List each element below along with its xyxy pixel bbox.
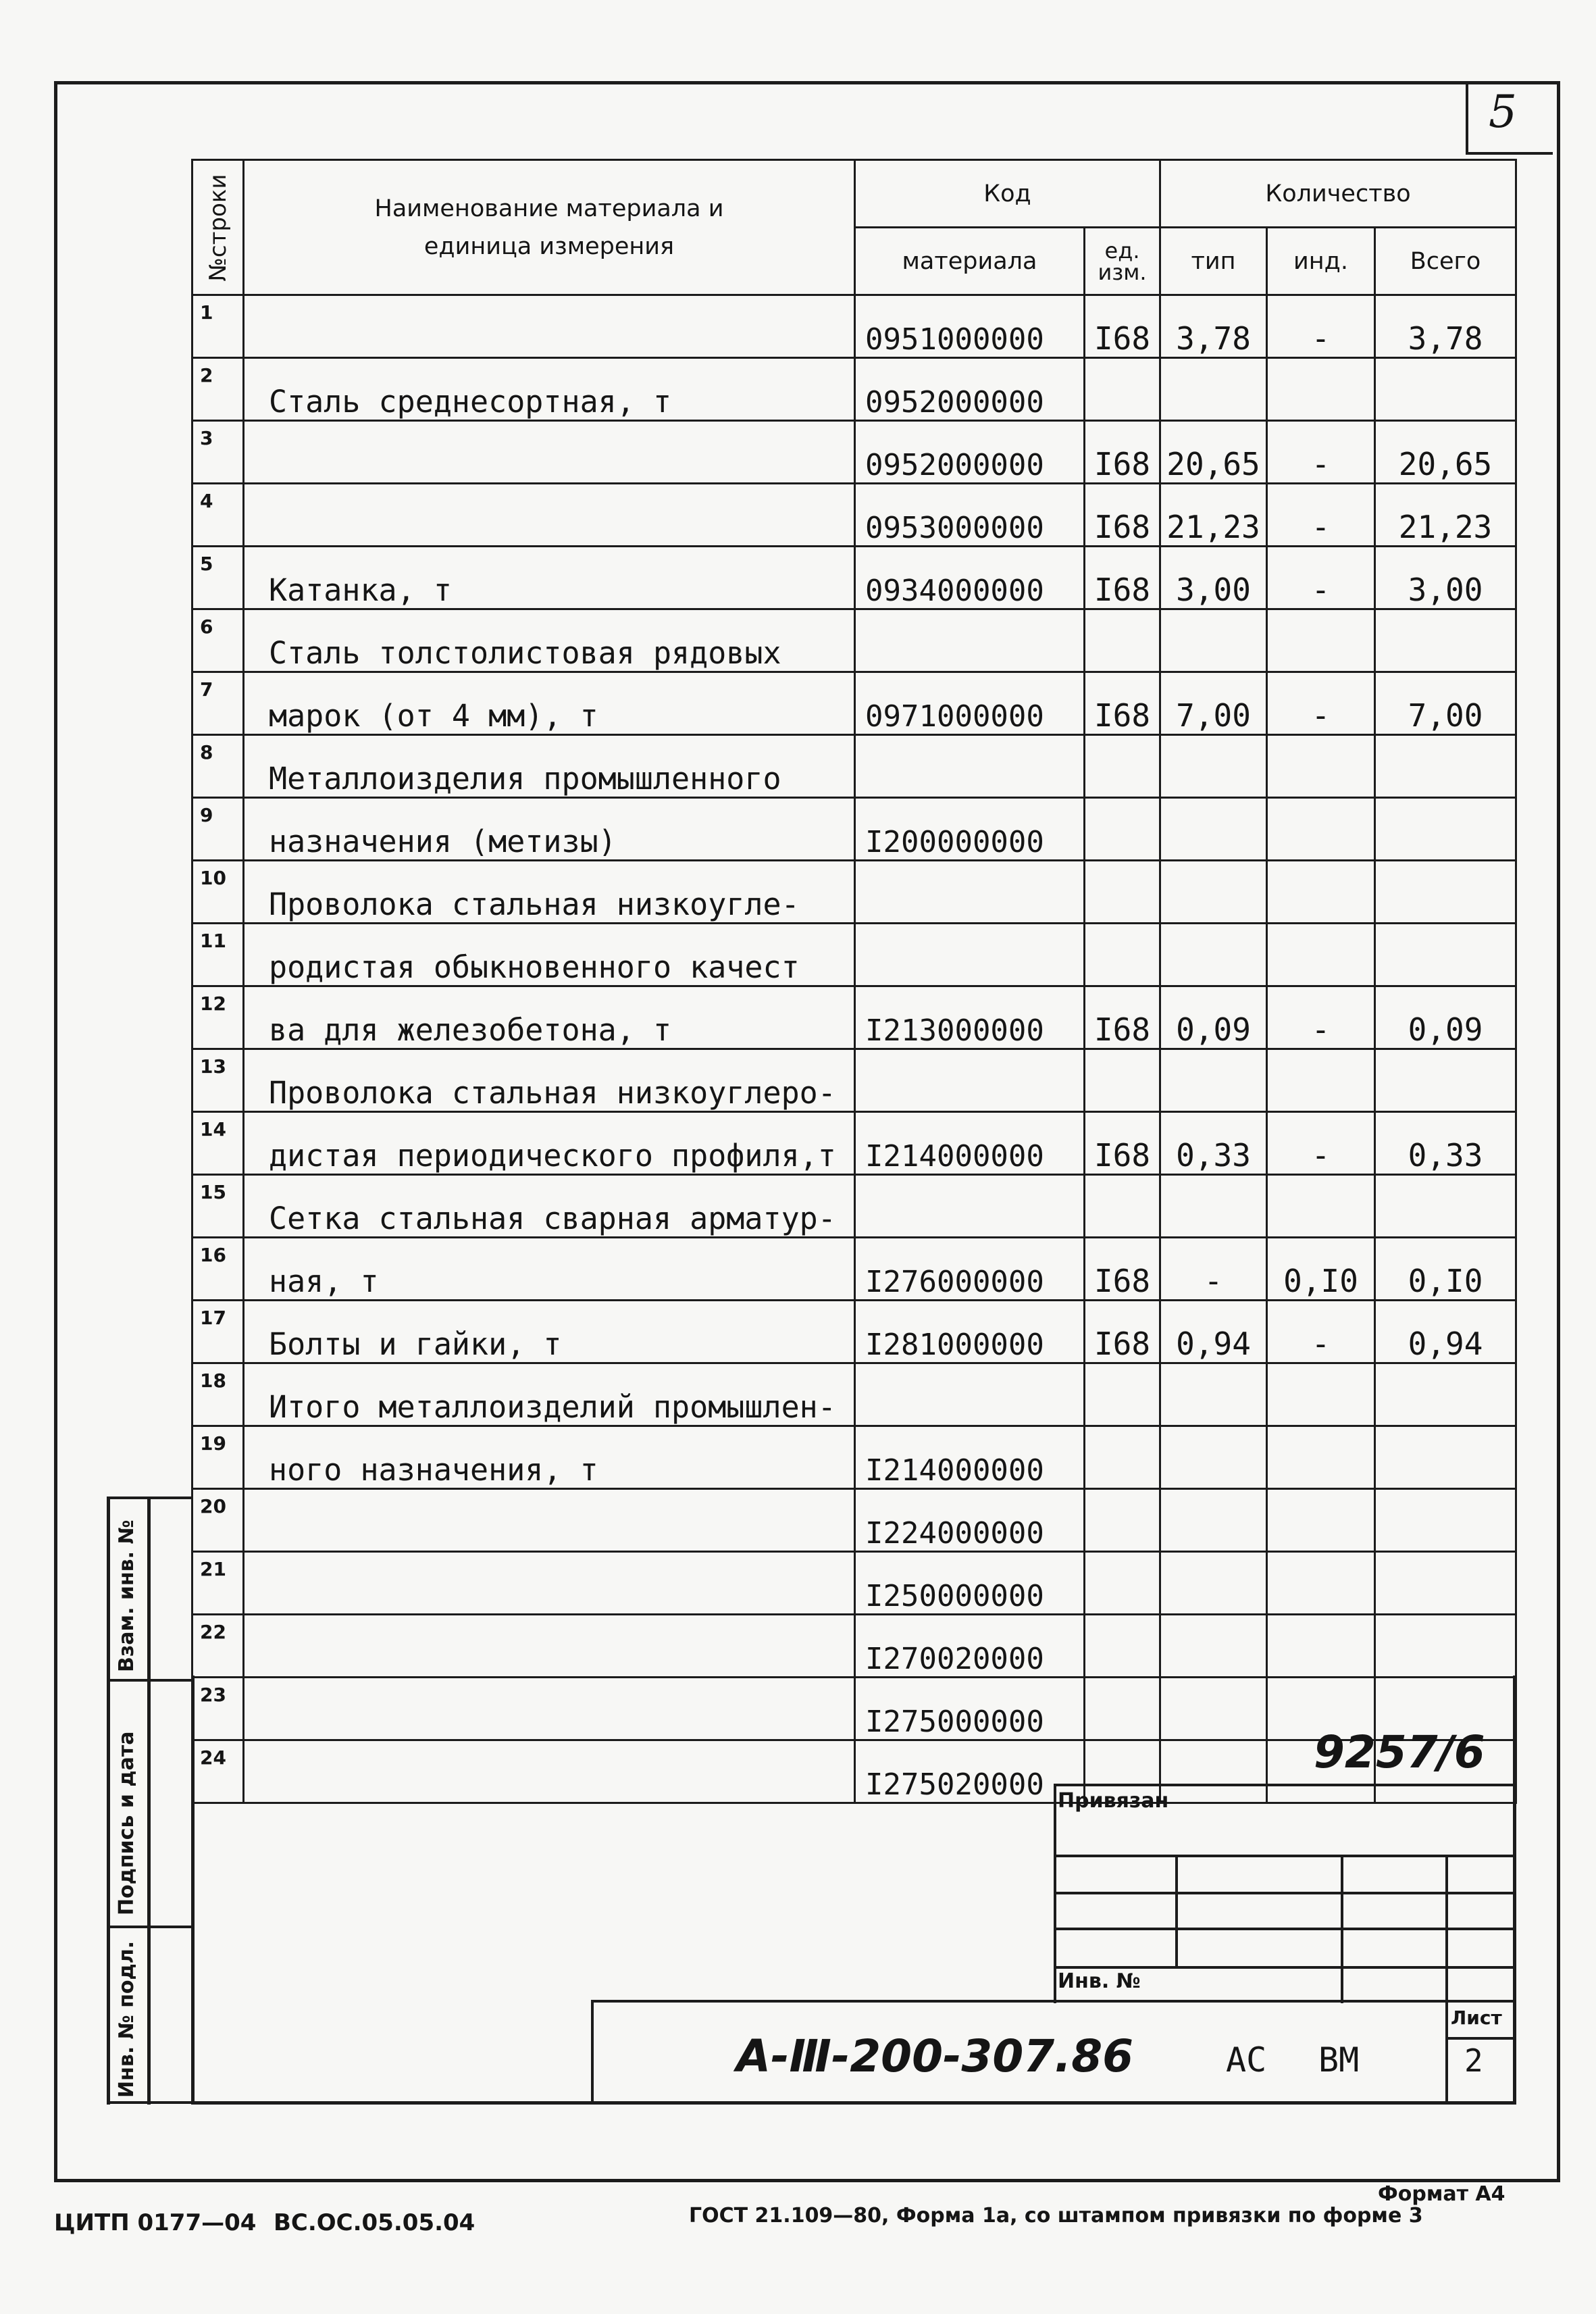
cell-typ xyxy=(1160,924,1267,986)
ind-header: инд. xyxy=(1267,228,1375,295)
cell-unit xyxy=(1085,1615,1160,1678)
unit-header: ед. изм. xyxy=(1085,228,1160,295)
cell-total: 0,33 xyxy=(1375,1112,1516,1175)
cell-name xyxy=(244,1740,855,1803)
table-row xyxy=(192,798,1516,861)
cell-ind: - xyxy=(1267,986,1375,1049)
cell-unit xyxy=(1085,1049,1160,1112)
cell-ind xyxy=(1267,609,1375,672)
cell-typ xyxy=(1160,1615,1267,1678)
title-line xyxy=(1054,1784,1513,1786)
vzam-label: Взам. инв. № xyxy=(115,1519,138,1672)
cell-n: 23 xyxy=(192,1678,244,1740)
cell-unit xyxy=(1085,358,1160,421)
side-stamp-border xyxy=(107,1496,110,2105)
cell-code: 0934000000 xyxy=(855,547,1085,609)
cell-n: 8 xyxy=(192,735,244,798)
cell-n: 1 xyxy=(192,295,244,358)
cell-code: 0971000000 xyxy=(855,672,1085,735)
table-row xyxy=(192,672,1516,735)
cell-code xyxy=(855,735,1085,798)
cell-n: 3 xyxy=(192,421,244,484)
typ-header: тип xyxy=(1160,228,1267,295)
title-line xyxy=(1054,1928,1513,1930)
cell-n: 24 xyxy=(192,1740,244,1803)
cell-code: I281000000 xyxy=(855,1301,1085,1363)
cell-typ: 3,00 xyxy=(1160,547,1267,609)
cell-total: 21,23 xyxy=(1375,484,1516,547)
cell-typ xyxy=(1160,1489,1267,1552)
cell-name: Сетка стальная сварная арматур- xyxy=(244,1175,855,1238)
title-line xyxy=(1054,1966,1513,1969)
name-header: Наименование материала и единица измерения xyxy=(244,160,855,295)
footer-gost: ГОСТ 21.109—80, Форма 1а, со штампом привязки по форме 3 xyxy=(689,2204,1423,2228)
cell-unit xyxy=(1085,1363,1160,1426)
cell-typ xyxy=(1160,1363,1267,1426)
footer-left: ЦИТП 0177—04 xyxy=(54,2209,257,2236)
sheet-number-box xyxy=(1466,84,1553,155)
cell-name: ва для железобетона, т xyxy=(244,986,855,1049)
materials-table xyxy=(191,159,1517,1804)
cell-typ xyxy=(1160,861,1267,924)
cell-typ: - xyxy=(1160,1238,1267,1301)
cell-name: ного назначения, т xyxy=(244,1426,855,1489)
table-row xyxy=(192,1552,1516,1615)
cell-code xyxy=(855,924,1085,986)
cell-total xyxy=(1375,1049,1516,1112)
cell-total: 3,00 xyxy=(1375,547,1516,609)
cell-total xyxy=(1375,609,1516,672)
cell-ind xyxy=(1267,924,1375,986)
quantity-header: Количество xyxy=(1160,160,1516,228)
material-code-header: материала xyxy=(855,228,1085,295)
cell-code: I200000000 xyxy=(855,798,1085,861)
cell-code: I224000000 xyxy=(855,1489,1085,1552)
cell-total xyxy=(1375,1615,1516,1678)
inv-no-label: Инв. № xyxy=(1058,1969,1141,1993)
cell-name: Сталь толстолистовая рядовых xyxy=(244,609,855,672)
ac-mark: АС xyxy=(1226,2040,1267,2080)
table-row xyxy=(192,861,1516,924)
cell-n: 21 xyxy=(192,1552,244,1615)
table-row xyxy=(192,1363,1516,1426)
cell-n: 17 xyxy=(192,1301,244,1363)
cell-unit: I68 xyxy=(1085,295,1160,358)
cell-typ: 20,65 xyxy=(1160,421,1267,484)
cell-n: 4 xyxy=(192,484,244,547)
table-row xyxy=(192,735,1516,798)
cell-name xyxy=(244,421,855,484)
table-row xyxy=(192,924,1516,986)
cell-n: 7 xyxy=(192,672,244,735)
table-row xyxy=(192,609,1516,672)
list-label: Лист xyxy=(1451,2007,1502,2029)
side-stamp-border xyxy=(147,1496,151,2105)
frame-left-line xyxy=(191,1676,195,2105)
cell-total xyxy=(1375,1489,1516,1552)
title-line xyxy=(1445,2037,1513,2040)
list-value: 2 xyxy=(1464,2042,1483,2079)
cell-ind xyxy=(1267,1615,1375,1678)
cell-ind xyxy=(1267,798,1375,861)
cell-code: I250000000 xyxy=(855,1552,1085,1615)
cell-name xyxy=(244,1678,855,1740)
side-stamp-divider xyxy=(107,2101,193,2104)
cell-code: I214000000 xyxy=(855,1426,1085,1489)
cell-name xyxy=(244,1615,855,1678)
cell-unit xyxy=(1085,1175,1160,1238)
cell-total xyxy=(1375,358,1516,421)
table-row xyxy=(192,421,1516,484)
cell-name: марок (от 4 мм), т xyxy=(244,672,855,735)
cell-typ xyxy=(1160,1678,1267,1740)
cell-unit xyxy=(1085,798,1160,861)
cell-name: Сталь среднесортная, т xyxy=(244,358,855,421)
cell-ind: - xyxy=(1267,484,1375,547)
cell-name: Болты и гайки, т xyxy=(244,1301,855,1363)
cell-ind xyxy=(1267,1552,1375,1615)
cell-typ xyxy=(1160,1175,1267,1238)
cell-name xyxy=(244,295,855,358)
cell-name xyxy=(244,484,855,547)
cell-name: Итого металлоизделий промышлен- xyxy=(244,1363,855,1426)
cell-name: Проволока стальная низкоугле- xyxy=(244,861,855,924)
table-row xyxy=(192,484,1516,547)
title-line xyxy=(591,2000,1513,2003)
cell-code xyxy=(855,1175,1085,1238)
cell-unit: I68 xyxy=(1085,1238,1160,1301)
cell-unit xyxy=(1085,924,1160,986)
cell-ind: - xyxy=(1267,421,1375,484)
frame-bottom-line xyxy=(191,2101,1515,2105)
cell-name: Катанка, т xyxy=(244,547,855,609)
cell-ind xyxy=(1267,1363,1375,1426)
cell-ind: - xyxy=(1267,295,1375,358)
sheet-number: 5 xyxy=(1489,86,1517,138)
cell-name: родистая обыкновенного качест xyxy=(244,924,855,986)
cell-code: 0953000000 xyxy=(855,484,1085,547)
total-header: Всего xyxy=(1375,228,1516,295)
cell-n: 2 xyxy=(192,358,244,421)
cell-typ: 7,00 xyxy=(1160,672,1267,735)
format-label: Формат А4 xyxy=(1378,2182,1505,2206)
cell-typ: 0,09 xyxy=(1160,986,1267,1049)
cell-n: 5 xyxy=(192,547,244,609)
cell-name: Металлоизделия промышленного xyxy=(244,735,855,798)
title-line xyxy=(1341,1855,1343,2003)
cell-ind xyxy=(1267,1489,1375,1552)
title-line xyxy=(1445,1855,1448,2105)
cell-total xyxy=(1375,798,1516,861)
cell-ind xyxy=(1267,735,1375,798)
cell-unit: I68 xyxy=(1085,1301,1160,1363)
table-row xyxy=(192,1301,1516,1363)
table-row xyxy=(192,1049,1516,1112)
cell-unit: I68 xyxy=(1085,986,1160,1049)
cell-total: 3,78 xyxy=(1375,295,1516,358)
cell-n: 10 xyxy=(192,861,244,924)
document-code: А-Ⅲ-200-307.86 xyxy=(736,2030,1134,2082)
cell-total: 0,94 xyxy=(1375,1301,1516,1363)
table-row xyxy=(192,1426,1516,1489)
footer-code: ВС.ОС.05.05.04 xyxy=(274,2209,475,2236)
cell-code: 0952000000 xyxy=(855,358,1085,421)
inv-podl-label: Инв. № подл. xyxy=(115,1940,138,2098)
cell-n: 19 xyxy=(192,1426,244,1489)
cell-n: 20 xyxy=(192,1489,244,1552)
cell-total xyxy=(1375,735,1516,798)
cell-code: I214000000 xyxy=(855,1112,1085,1175)
podpis-label: Подпись и дата xyxy=(115,1731,138,1915)
cell-unit xyxy=(1085,1552,1160,1615)
cell-n: 13 xyxy=(192,1049,244,1112)
cell-code: I275000000 xyxy=(855,1678,1085,1740)
cell-typ xyxy=(1160,1552,1267,1615)
cell-name: ная, т xyxy=(244,1238,855,1301)
cell-n: 14 xyxy=(192,1112,244,1175)
cell-unit: I68 xyxy=(1085,421,1160,484)
cell-typ xyxy=(1160,1426,1267,1489)
cell-n: 16 xyxy=(192,1238,244,1301)
cell-code xyxy=(855,1049,1085,1112)
cell-typ: 0,33 xyxy=(1160,1112,1267,1175)
cell-ind xyxy=(1267,1175,1375,1238)
cell-ind: 0,I0 xyxy=(1267,1238,1375,1301)
side-stamp-divider xyxy=(107,1679,193,1682)
title-line xyxy=(1054,1892,1513,1894)
cell-typ xyxy=(1160,798,1267,861)
cell-total xyxy=(1375,1552,1516,1615)
cell-n: 11 xyxy=(192,924,244,986)
cell-code: I270020000 xyxy=(855,1615,1085,1678)
cell-total xyxy=(1375,1363,1516,1426)
cell-unit xyxy=(1085,1678,1160,1740)
title-line xyxy=(1175,1855,1178,1966)
cell-typ xyxy=(1160,1049,1267,1112)
cell-unit xyxy=(1085,1489,1160,1552)
table-row xyxy=(192,1175,1516,1238)
cell-name: назначения (метизы) xyxy=(244,798,855,861)
side-stamp-divider xyxy=(107,1496,193,1499)
cell-total xyxy=(1375,1426,1516,1489)
cell-unit xyxy=(1085,609,1160,672)
cell-code: I276000000 xyxy=(855,1238,1085,1301)
cell-total: 0,09 xyxy=(1375,986,1516,1049)
cell-total: 0,I0 xyxy=(1375,1238,1516,1301)
cell-code xyxy=(855,1363,1085,1426)
cell-total: 7,00 xyxy=(1375,672,1516,735)
table-row xyxy=(192,547,1516,609)
cell-total xyxy=(1375,861,1516,924)
table-row xyxy=(192,295,1516,358)
cell-n: 12 xyxy=(192,986,244,1049)
handwritten-number: 9257/6 xyxy=(1314,1726,1485,1778)
cell-code: 0952000000 xyxy=(855,421,1085,484)
cell-typ xyxy=(1160,358,1267,421)
cell-code: 0951000000 xyxy=(855,295,1085,358)
cell-n: 6 xyxy=(192,609,244,672)
cell-ind xyxy=(1267,358,1375,421)
vm-mark: ВМ xyxy=(1318,2040,1360,2080)
cell-typ xyxy=(1160,1740,1267,1803)
title-line xyxy=(591,2000,594,2105)
cell-name: дистая периодического профиля,т xyxy=(244,1112,855,1175)
cell-typ: 21,23 xyxy=(1160,484,1267,547)
cell-unit xyxy=(1085,1426,1160,1489)
cell-unit: I68 xyxy=(1085,547,1160,609)
cell-name: Проволока стальная низкоуглеро- xyxy=(244,1049,855,1112)
row-number-header: №строки xyxy=(192,160,244,295)
cell-code: I275020000 xyxy=(855,1740,1085,1803)
privyazan-label: Привязан xyxy=(1058,1789,1169,1813)
cell-total xyxy=(1375,924,1516,986)
cell-ind: - xyxy=(1267,1112,1375,1175)
table-row xyxy=(192,986,1516,1049)
cell-unit: I68 xyxy=(1085,672,1160,735)
cell-unit: I68 xyxy=(1085,1112,1160,1175)
cell-ind xyxy=(1267,1049,1375,1112)
table-row xyxy=(192,1615,1516,1678)
cell-total xyxy=(1375,1175,1516,1238)
cell-n: 22 xyxy=(192,1615,244,1678)
side-stamp-divider xyxy=(107,1926,193,1928)
cell-typ: 0,94 xyxy=(1160,1301,1267,1363)
cell-code xyxy=(855,861,1085,924)
code-header: Код xyxy=(855,160,1160,228)
table-row xyxy=(192,1489,1516,1552)
cell-unit xyxy=(1085,735,1160,798)
title-line xyxy=(1054,1855,1513,1857)
cell-total: 20,65 xyxy=(1375,421,1516,484)
cell-unit xyxy=(1085,861,1160,924)
cell-typ: 3,78 xyxy=(1160,295,1267,358)
cell-name xyxy=(244,1489,855,1552)
cell-n: 15 xyxy=(192,1175,244,1238)
cell-ind: - xyxy=(1267,672,1375,735)
cell-code: I213000000 xyxy=(855,986,1085,1049)
cell-ind xyxy=(1267,861,1375,924)
cell-typ xyxy=(1160,609,1267,672)
table-row xyxy=(192,1112,1516,1175)
cell-ind: - xyxy=(1267,1301,1375,1363)
frame-right-line xyxy=(1513,1676,1516,2105)
cell-ind: - xyxy=(1267,547,1375,609)
cell-typ xyxy=(1160,735,1267,798)
cell-n: 18 xyxy=(192,1363,244,1426)
cell-unit: I68 xyxy=(1085,484,1160,547)
cell-ind xyxy=(1267,1426,1375,1489)
cell-n: 9 xyxy=(192,798,244,861)
table-row xyxy=(192,1238,1516,1301)
cell-name xyxy=(244,1552,855,1615)
cell-code xyxy=(855,609,1085,672)
table-row xyxy=(192,358,1516,421)
